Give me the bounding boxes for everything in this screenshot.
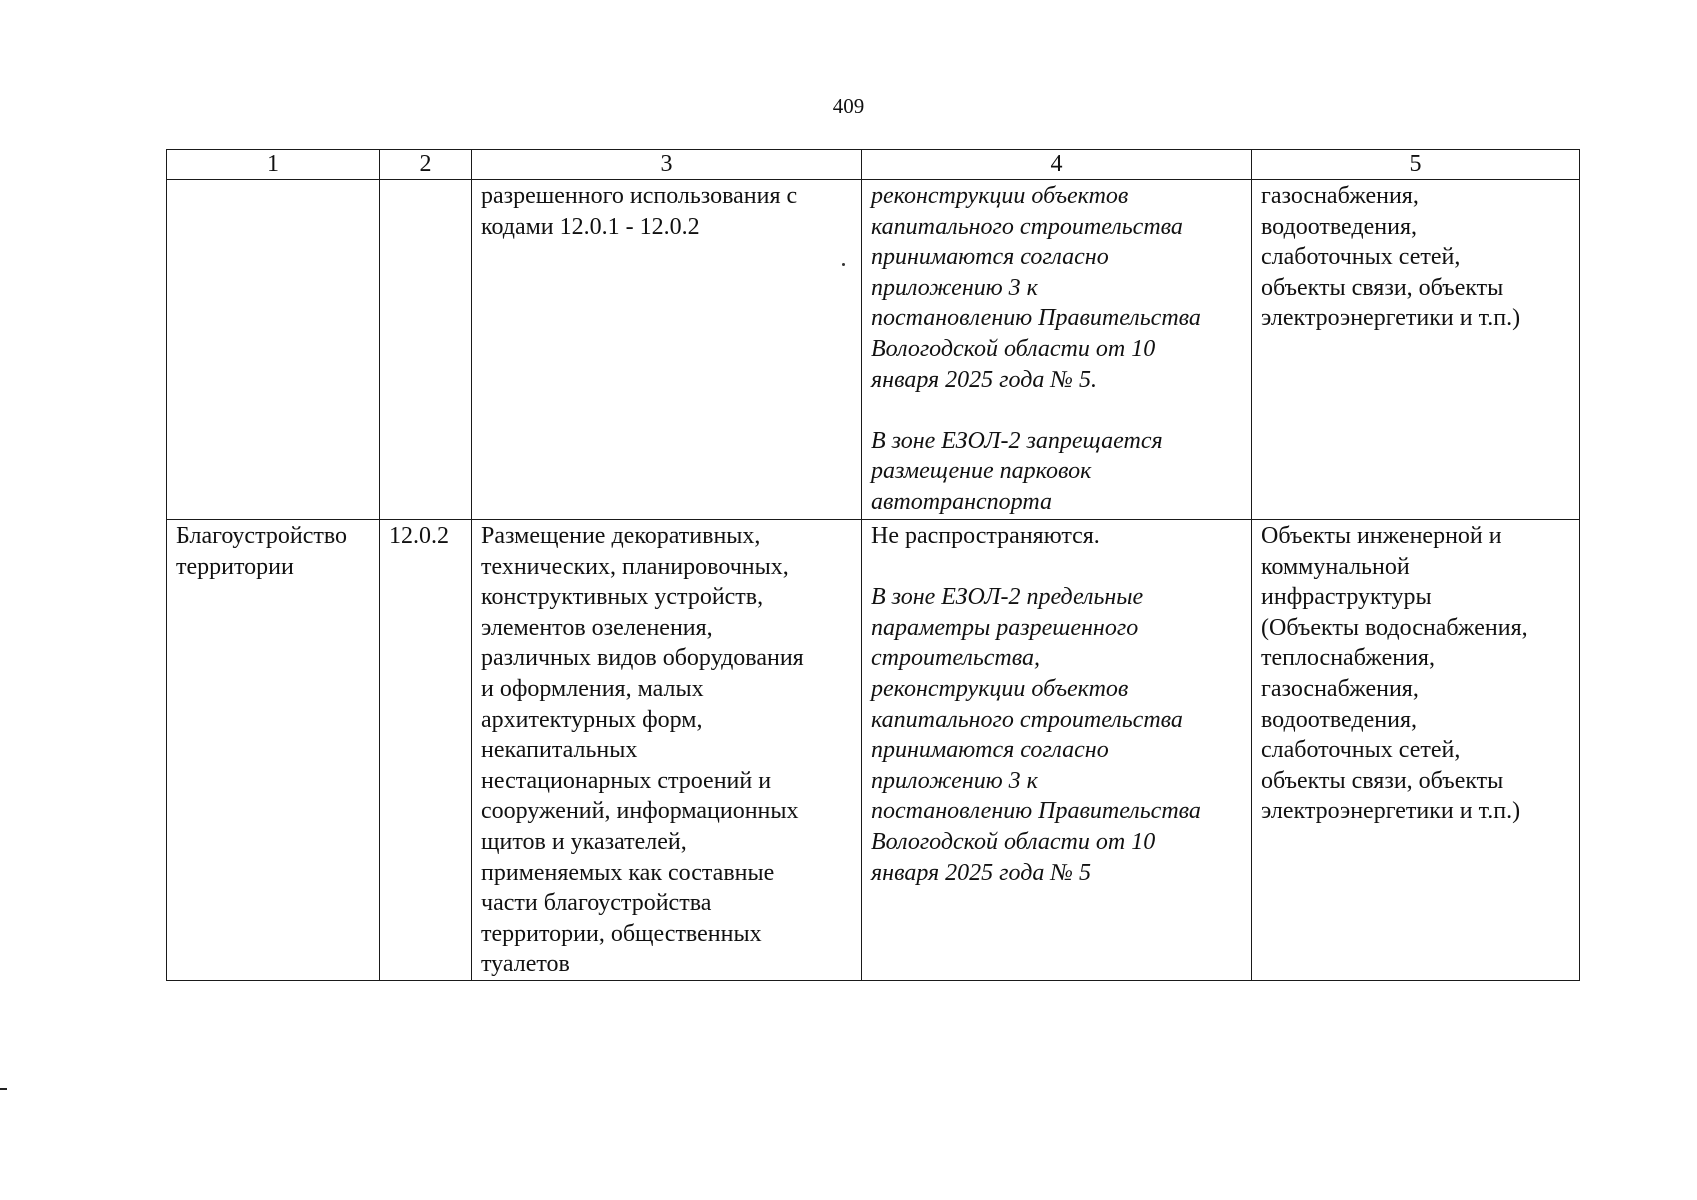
table-cell-use-name <box>167 520 380 981</box>
cell-text: В зоне ЕЗОЛ-2 предельные параметры разрешенного строительства, реконструкции объектов капитального строительства принимаются согласно приложению 3 к постановлению Правительства Вологодской области от 10 января 2025 года № 5 <box>871 584 1201 886</box>
table-cell-code <box>380 180 472 520</box>
cell-text: реконструкции объектов капитального строительства принимаются согласно приложению 3 к постановлению Правительства Вологодской области от 10 января 2025 года № 5. <box>871 183 1201 393</box>
header-cell-3: 3 <box>472 150 862 180</box>
table-header-row <box>167 150 1580 180</box>
table-row <box>167 520 1580 981</box>
table-cell-use-name <box>167 180 380 520</box>
cell-text: Не распространяются. <box>871 523 1100 549</box>
table-cell-parameters <box>862 520 1252 981</box>
table-cell-infrastructure <box>1252 520 1580 981</box>
cell-text: Благоустройство территории <box>176 523 348 580</box>
table-cell-description <box>472 520 862 981</box>
table-cell-parameters <box>862 180 1252 520</box>
header-cell-5: 5 <box>1252 150 1580 180</box>
table-cell-description <box>472 180 862 520</box>
cell-text: Размещение декоративных, технических, планировочных, конструктивных устройств, элементов озеленения, различных видов оборудования и оформления, малых архитектурных форм, некапитальных нестационарных строений и сооружений, информационных щитов и указателей, применяемых как составные части благоустройства территории, общественных туалетов <box>481 523 804 978</box>
cell-text: В зоне ЕЗОЛ-2 запрещается размещение парковок автотранспорта <box>871 427 1163 515</box>
paragraph-gap <box>871 395 1242 426</box>
cell-text: 12.0.2 <box>389 523 449 549</box>
margin-mark <box>0 1088 7 1090</box>
header-cell-2: 2 <box>380 150 472 180</box>
header-cell-1: 1 <box>167 150 380 180</box>
paragraph-gap <box>871 552 1242 583</box>
cell-text: Объекты инженерной и коммунальной инфраструктуры (Объекты водоснабжения, теплоснабжения, газоснабжения, водоотведения, слаботочных сетей, объекты связи, объекты электроэнергетики и т.п.) <box>1261 523 1528 825</box>
header-cell-4: 4 <box>862 150 1252 180</box>
cell-text: газоснабжения, водоотведения, слаботочных сетей, объекты связи, объекты электроэнергетики и т.п.) <box>1261 183 1521 332</box>
scan-artifact-dot <box>842 263 845 266</box>
table-row <box>167 180 1580 520</box>
table-cell-infrastructure <box>1252 180 1580 520</box>
page-number: 409 <box>832 94 865 118</box>
cell-text: разрешенного использования с кодами 12.0.1 - 12.0.2 <box>481 183 798 240</box>
table-cell-code <box>380 520 472 981</box>
zoning-table <box>166 149 1580 981</box>
